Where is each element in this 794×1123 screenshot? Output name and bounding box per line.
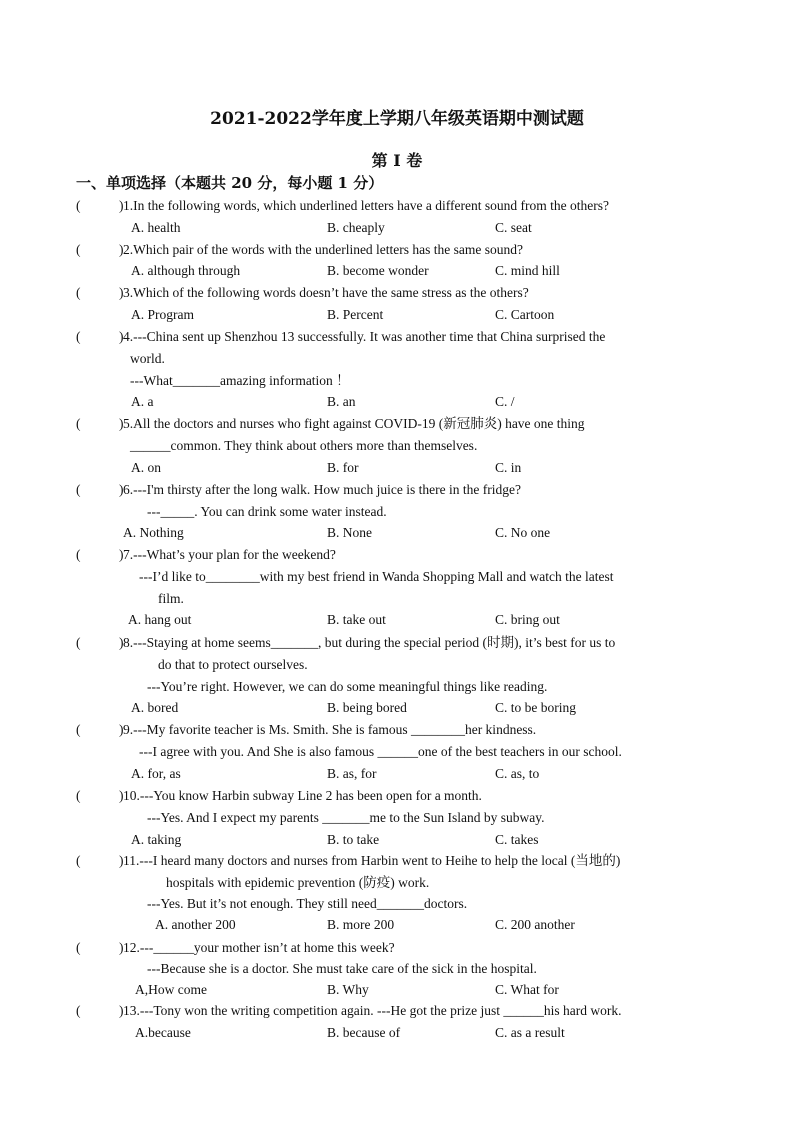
answer-bracket-close: ) [119, 416, 124, 431]
answer-option-b: B. None [327, 525, 372, 540]
question-stem [123, 240, 523, 260]
question-number: 11. [123, 853, 140, 868]
question-number: 10. [123, 788, 140, 803]
answer-option-a: A. health [131, 220, 181, 235]
answer-option-b: B. as, for [327, 766, 377, 781]
question-text: ---I'm thirsty after the long walk. How much juice is there in the fridge? [133, 482, 521, 497]
question-number: 9. [123, 722, 134, 737]
question-number: 2. [123, 242, 134, 257]
answer-bracket-close: ) [119, 285, 124, 300]
answer-bracket-close: ) [119, 329, 124, 344]
answer-option-b: B. become wonder [327, 263, 429, 278]
answer-bracket-open: ( [76, 329, 81, 344]
answer-option-a: A. taking [131, 832, 182, 847]
question-stem [123, 196, 609, 216]
question-number: 7. [123, 547, 134, 562]
answer-option-b: B. more 200 [327, 917, 395, 932]
answer-option-a: A,How come [135, 982, 207, 997]
answer-option-a: A. Program [131, 307, 194, 322]
question-text: ---Tony won the writing competition again. ---He got the prize just ______his hard work. [139, 1003, 622, 1018]
answer-bracket-close: ) [119, 788, 124, 803]
question-stem [123, 414, 585, 434]
answer-option-b: B. cheaply [327, 220, 385, 235]
answer-bracket-open: ( [76, 285, 81, 300]
answer-bracket-close: ) [119, 547, 124, 562]
answer-bracket-open: ( [76, 482, 81, 497]
question-text: film. [158, 591, 184, 606]
question-stem [123, 938, 395, 958]
answer-bracket-close: ) [119, 1003, 124, 1018]
answer-option-c: C. No one [495, 525, 551, 540]
question-text: ---You’re right. However, we can do some meaningful things like reading. [147, 679, 548, 694]
answer-option-c: C. as a result [495, 1025, 565, 1040]
question-text: ---You know Harbin subway Line 2 has been open for a month. [139, 788, 482, 803]
question-stem [123, 545, 336, 565]
question-text: ---Because she is a doctor. She must take care of the sick in the hospital. [147, 961, 537, 976]
volume-heading: 第 I 卷 [371, 151, 423, 170]
question-text: All the doctors and nurses who fight against COVID-19 (新冠肺炎) have one thing [133, 416, 585, 431]
section-heading: 一、单项选择（本题共 20 分，每小题 1 分） [76, 174, 384, 192]
answer-option-c: C. to be boring [495, 700, 576, 715]
question-number: 8. [123, 635, 134, 650]
question-stem [123, 720, 536, 740]
answer-option-b: B. for [327, 460, 359, 475]
question-line [158, 589, 184, 609]
answer-option-a: A. for, as [131, 766, 181, 781]
answer-option-c: C. bring out [495, 612, 560, 627]
question-text: ---I’d like to________with my best friend in Wanda Shopping Mall and watch the latest [139, 569, 614, 584]
question-stem [123, 851, 620, 871]
question-stem [123, 327, 605, 347]
answer-bracket-open: ( [76, 788, 81, 803]
question-stem [123, 1001, 621, 1021]
answer-option-c: C. in [495, 460, 522, 475]
question-line [166, 873, 429, 893]
question-stem [123, 633, 615, 653]
question-number: 12. [123, 940, 140, 955]
question-text: ---I heard many doctors and nurses from Harbin went to Heihe to help the local (当地的) [139, 853, 621, 868]
question-text: world. [130, 351, 165, 366]
question-text: hospitals with epidemic prevention (防疫) work. [166, 874, 430, 890]
question-text: Which pair of the words with the underlined letters has the same sound? [133, 242, 524, 257]
answer-option-b: B. because of [327, 1025, 401, 1040]
answer-option-a: A. on [131, 460, 161, 475]
answer-option-a: A. hang out [128, 612, 192, 627]
answer-option-b: B. Why [327, 982, 369, 997]
answer-option-a: A. bored [131, 700, 179, 715]
answer-option-a: A. although through [131, 263, 241, 278]
question-text: ______common. They think about others more than themselves. [130, 438, 478, 453]
question-text: do that to protect ourselves. [158, 657, 308, 672]
question-number: 3. [123, 285, 134, 300]
question-line [139, 567, 613, 587]
question-line [147, 959, 537, 979]
question-line [147, 677, 547, 697]
answer-bracket-close: ) [119, 242, 124, 257]
answer-option-c: C. as, to [495, 766, 540, 781]
answer-bracket-open: ( [76, 722, 81, 737]
answer-option-c: C. Cartoon [495, 307, 555, 322]
answer-option-a: A. a [131, 394, 154, 409]
answer-bracket-close: ) [119, 940, 124, 955]
page-title: 2021-2022学年度上学期八年级英语期中测试题 [210, 109, 584, 129]
question-text: ---_____. You can drink some water instead. [147, 504, 387, 519]
question-text: ---Staying at home seems_______, but during the special period (时期), it’s best for us to [133, 635, 616, 650]
question-line [147, 894, 467, 914]
question-text: ---Yes. And I expect my parents _______me to the Sun Island by subway. [147, 810, 545, 825]
question-number: 6. [123, 482, 134, 497]
question-text: ---Yes. But it’s not enough. They still need_______doctors. [147, 896, 468, 911]
answer-option-c: C. takes [495, 832, 539, 847]
answer-bracket-close: ) [119, 635, 124, 650]
answer-bracket-close: ) [119, 853, 124, 868]
question-text: ---What’s your plan for the weekend? [133, 547, 336, 562]
question-number: 13. [123, 1003, 140, 1018]
answer-option-a: A. another 200 [155, 917, 236, 932]
answer-option-c: C. seat [495, 220, 532, 235]
question-text: ---China sent up Shenzhou 13 successfully. It was another time that China surprised the [133, 329, 606, 344]
answer-bracket-open: ( [76, 635, 81, 650]
answer-bracket-open: ( [76, 198, 81, 213]
question-stem [123, 786, 482, 806]
question-stem [123, 480, 521, 500]
answer-option-a: A.because [135, 1025, 191, 1040]
question-text: In the following words, which underlined letters have a different sound from the others? [133, 198, 609, 213]
question-line [130, 436, 477, 456]
answer-bracket-open: ( [76, 547, 81, 562]
question-line [130, 371, 350, 391]
question-text: ---My favorite teacher is Ms. Smith. She is famous ________her kindness. [133, 722, 537, 737]
answer-bracket-close: ) [119, 722, 124, 737]
answer-option-a: A. Nothing [123, 525, 184, 540]
question-text: Which of the following words doesn’t have the same stress as the others? [133, 285, 529, 300]
answer-option-c: C. What for [495, 982, 559, 997]
question-text: ---______your mother isn’t at home this week? [139, 940, 395, 955]
answer-option-c: C. / [495, 394, 515, 409]
answer-option-b: B. an [327, 394, 356, 409]
question-number: 1. [123, 198, 134, 213]
answer-option-b: B. to take [327, 832, 380, 847]
answer-bracket-close: ) [119, 482, 124, 497]
answer-bracket-open: ( [76, 853, 81, 868]
question-number: 4. [123, 329, 134, 344]
question-line [158, 655, 308, 675]
answer-option-c: C. mind hill [495, 263, 560, 278]
answer-option-b: B. Percent [327, 307, 384, 322]
question-number: 5. [123, 416, 134, 431]
answer-option-c: C. 200 another [495, 917, 575, 932]
answer-option-b: B. take out [327, 612, 386, 627]
question-stem [123, 283, 529, 303]
question-line [130, 349, 165, 369]
answer-bracket-open: ( [76, 416, 81, 431]
answer-option-b: B. being bored [327, 700, 407, 715]
question-line [147, 808, 544, 828]
answer-bracket-open: ( [76, 1003, 81, 1018]
answer-bracket-close: ) [119, 198, 124, 213]
question-line [147, 502, 387, 522]
question-line [139, 742, 622, 762]
answer-bracket-open: ( [76, 242, 81, 257]
question-text: ---I agree with you. And She is also famous ______one of the best teachers in our school. [139, 744, 622, 759]
question-text: ---What_______amazing information ！ [130, 373, 350, 388]
answer-bracket-open: ( [76, 940, 81, 955]
